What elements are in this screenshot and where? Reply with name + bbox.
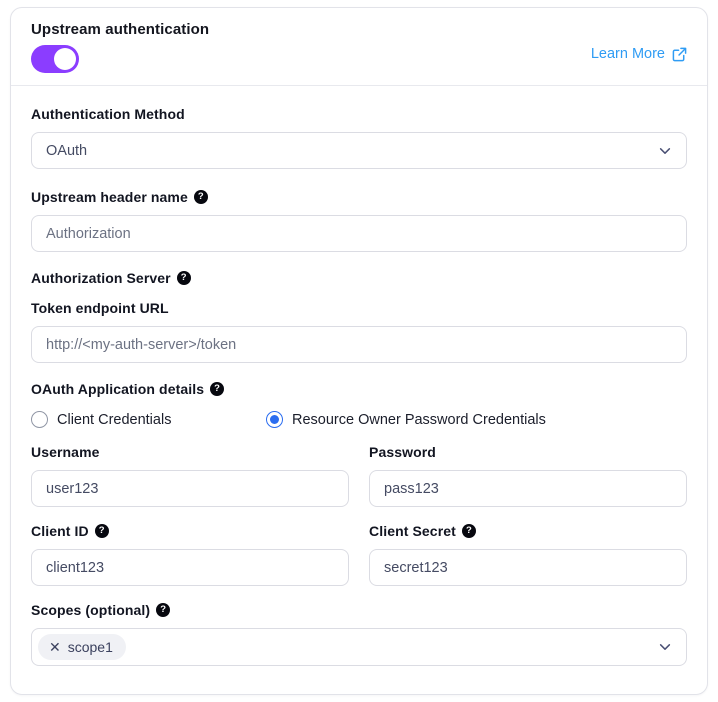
scopes-multiselect[interactable] (31, 628, 687, 666)
oauth-details-label-text: OAuth Application details (31, 381, 205, 397)
header-name-label-text: Upstream header name (31, 189, 188, 205)
client-id-label (31, 523, 349, 539)
radio-unchecked-icon (31, 411, 48, 428)
learn-more-link[interactable] (591, 46, 687, 62)
toggle-knob (54, 48, 76, 70)
learn-more-label: Learn More (590, 46, 665, 62)
chevron-down-icon (658, 144, 672, 158)
client-secret-label (369, 523, 687, 539)
client-secret-label-text: Client Secret (369, 523, 456, 539)
header-name-label (31, 189, 687, 205)
card-title: Upstream authentication (31, 21, 210, 38)
client-secret-field (369, 523, 687, 586)
client-id-label-text: Client ID (31, 523, 89, 539)
help-icon[interactable]: ? (462, 524, 476, 538)
scopes-label (31, 602, 687, 618)
scopes-label-text: Scopes (optional) (31, 602, 151, 618)
help-icon[interactable]: ? (194, 190, 208, 204)
upstream-auth-toggle[interactable] (31, 45, 79, 73)
auth-method-label-text: Authentication Method (31, 106, 185, 122)
client-secret-input[interactable] (369, 549, 687, 586)
grant-type-radio-group (31, 411, 687, 428)
header-name-input[interactable] (31, 215, 687, 252)
token-endpoint-input[interactable] (31, 326, 687, 363)
password-field (369, 444, 687, 507)
external-link-icon (672, 47, 687, 62)
scope-chip-label: scope1 (67, 639, 113, 655)
help-icon[interactable]: ? (156, 603, 170, 617)
help-icon[interactable]: ? (177, 271, 191, 285)
password-label (369, 444, 687, 460)
username-field (31, 444, 349, 507)
help-icon[interactable]: ? (210, 382, 224, 396)
radio-checked-icon (266, 411, 283, 428)
auth-method-select[interactable] (31, 132, 687, 169)
radio-resource-owner-password-label: Resource Owner Password Credentials (292, 411, 546, 428)
password-label-text: Password (369, 444, 436, 460)
token-endpoint-label (31, 300, 687, 316)
help-icon[interactable]: ? (95, 524, 109, 538)
oauth-details-label (31, 381, 687, 397)
auth-server-label (31, 270, 687, 286)
radio-client-credentials[interactable] (31, 411, 266, 428)
card-body (11, 86, 707, 695)
username-label (31, 444, 349, 460)
chevron-down-icon (658, 640, 672, 654)
scope-chip (38, 634, 126, 660)
auth-method-label (31, 106, 687, 122)
radio-client-credentials-label: Client Credentials (57, 411, 172, 428)
client-id-input[interactable] (31, 549, 349, 586)
token-endpoint-label-text: Token endpoint URL (31, 300, 169, 316)
upstream-authentication-card (10, 7, 708, 695)
password-input[interactable] (369, 470, 687, 507)
username-label-text: Username (31, 444, 100, 460)
auth-server-label-text: Authorization Server (31, 270, 171, 286)
radio-resource-owner-password[interactable] (266, 411, 546, 428)
client-id-field (31, 523, 349, 586)
card-header (11, 8, 707, 86)
username-input[interactable] (31, 470, 349, 507)
close-icon[interactable]: ✕ (49, 639, 61, 655)
auth-method-value: OAuth (46, 142, 88, 159)
